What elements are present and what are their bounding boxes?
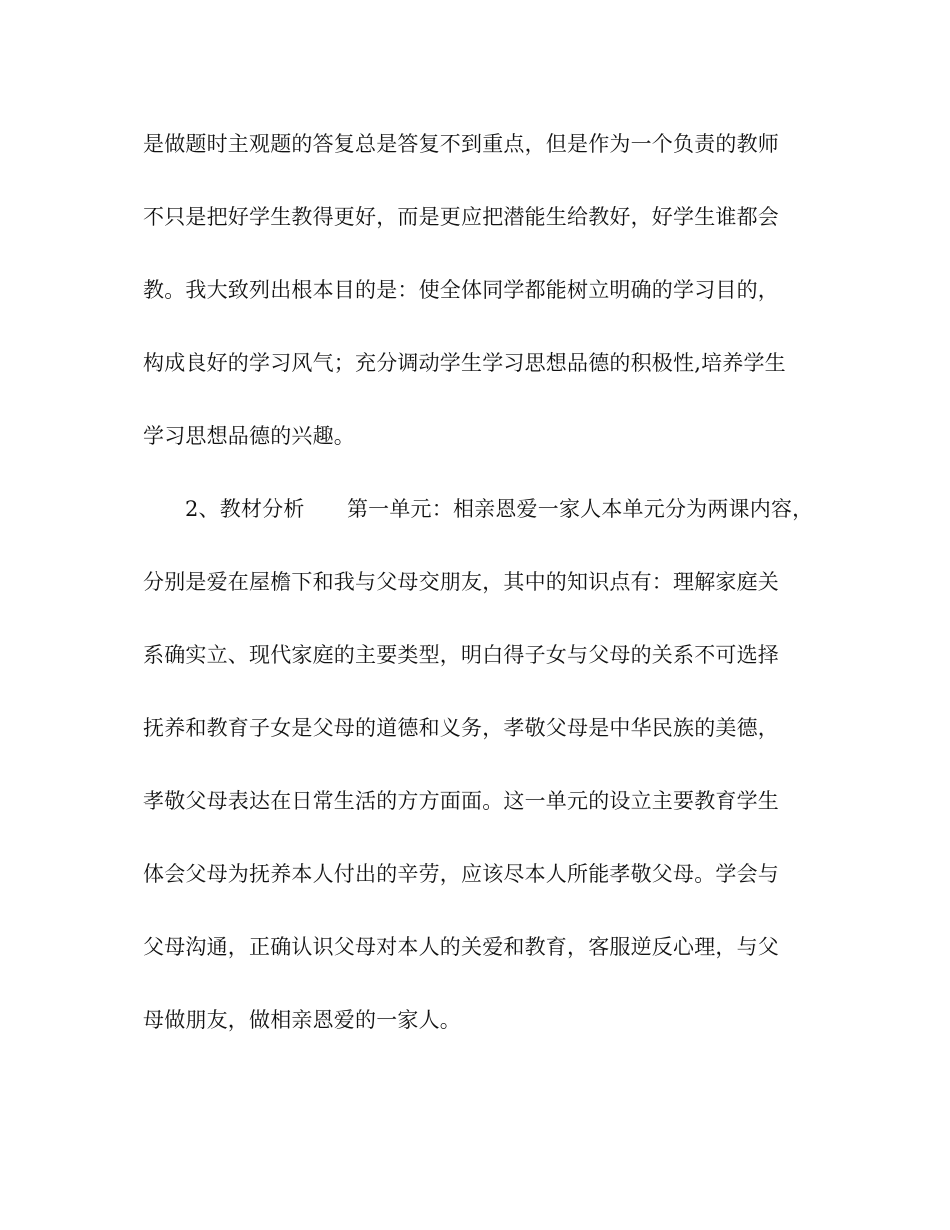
text-line: 2、教材分析 第一单元：相亲恩爱一家人本单元分为两课内容，	[185, 497, 814, 521]
text-line: 是做题时主观题的答复总是答复不到重点，但是作为一个负责的教师	[143, 132, 779, 156]
text-line: 学习思想品德的兴趣。	[143, 424, 355, 448]
text-line: 孝敬父母表达在日常生活的方方面面。这一单元的设立主要教育学生	[143, 789, 779, 813]
text-line: 构成良好的学习风气；充分调动学生学习思想品德的积极性,培养学生	[143, 351, 786, 375]
text-line: 不只是把好学生教得更好，而是更应把潜能生给教好，好学生谁都会	[143, 205, 779, 229]
text-line: 抚养和教育子女是父母的道德和义务，孝敬父母是中华民族的美德，	[143, 716, 779, 740]
text-line: 教。我大致列出根本目的是：使全体同学都能树立明确的学习目的，	[143, 278, 779, 302]
text-line: 母做朋友，做相亲恩爱的一家人。	[143, 1008, 461, 1032]
text-line: 体会父母为抚养本人付出的辛劳，应该尽本人所能孝敬父母。学会与	[143, 862, 779, 886]
text-line: 系确实立、现代家庭的主要类型，明白得子女与父母的关系不可选择	[143, 643, 779, 667]
text-line: 分别是爱在屋檐下和我与父母交朋友，其中的知识点有：理解家庭关	[143, 570, 779, 594]
text-line: 父母沟通，正确认识父母对本人的关爱和教育，客服逆反心理，与父	[143, 935, 779, 959]
